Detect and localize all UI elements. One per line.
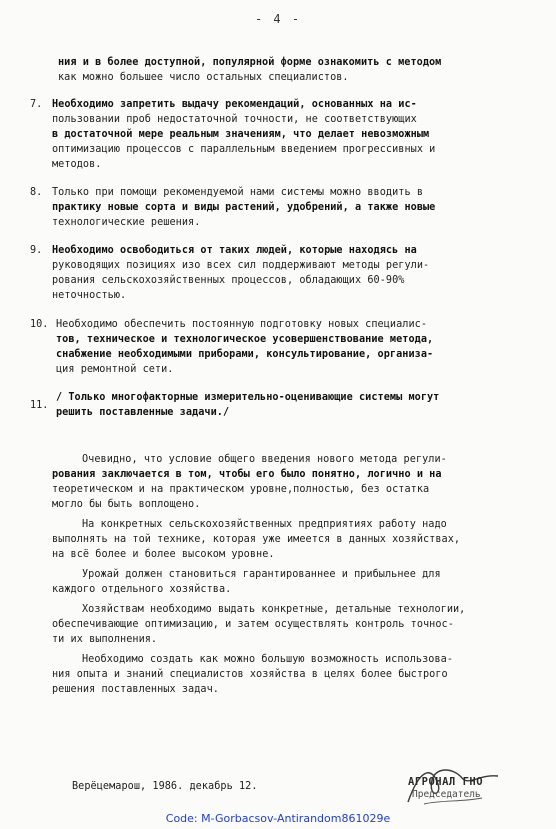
signature-block — [408, 776, 504, 808]
text-line: рования заключается в том, чтобы его было понятно, логично и на — [52, 469, 442, 480]
text-line: На конкретных сельскохозяйственных предприятиях работу надо — [82, 519, 447, 530]
text-line: / Только многофакторные измерительно-оценивающие системы могут — [56, 392, 440, 403]
text-line: Необходимо обеспечить постоянную подготовку новых специалис- — [56, 319, 428, 330]
text-line: Необходимо освободиться от таких людей, которые находясь на — [52, 245, 417, 256]
text-line: обеспечивающие оптимизацию, и затем осуществлять контроль точнос- — [52, 619, 454, 630]
text-line: Очевидно, что условие общего введения нового метода регули- — [82, 454, 447, 465]
text-line: руководящих позициях изо всех сил поддерживают методы регули- — [52, 260, 430, 271]
text-line: в достаточной мере реальным значениям, что делает невозможным — [52, 129, 430, 140]
item-number: 11. — [30, 400, 49, 411]
text-line: оптимизацию процессов с параллельным введением прогрессивных и — [52, 144, 436, 155]
text-line: неточностью. — [52, 290, 127, 301]
signature-title: Председатель — [412, 789, 481, 800]
text-line: практику новые сорта и виды растений, удобрений, а также новые — [52, 202, 436, 213]
page-number: - 4 - — [254, 12, 302, 26]
text-line: решения поставленных задач. — [52, 684, 219, 695]
text-line: технологические решения. — [52, 217, 201, 228]
text-line: Хозяйствам необходимо выдать конкретные, детальные технологии, — [82, 604, 466, 615]
text-line: выполнять на той технике, которая уже имеется в данных хозяйствах, — [52, 534, 461, 545]
text-line: ния опыта и знаний специалистов хозяйства в целях более быстрого — [52, 669, 448, 680]
item-number: 7. — [30, 99, 43, 110]
text-line: каждого отдельного хозяйства. — [52, 584, 232, 595]
footer-code: Code: M-Gorbacsov-Antirandom861029e — [165, 812, 391, 825]
signature-name: АГРОНАЛ ГНО — [408, 776, 484, 788]
text-line: пользовании проб недостаточной точности, не соответствующих — [52, 114, 417, 125]
text-line: ния и в более доступной, популярной форме ознакомить с методом — [58, 57, 442, 68]
item-number: 10. — [30, 319, 49, 330]
text-line: Необходимо запретить выдачу рекомендаций, основанных на ис- — [52, 99, 417, 110]
date-place: Верёцемарош, 1986. декабрь 12. — [72, 781, 258, 792]
text-line: Необходимо создать как можно большую возможность использова- — [82, 654, 454, 665]
text-line: могло бы быть воплощено. — [52, 499, 201, 510]
item-number: 8. — [30, 187, 43, 198]
text-line: ция ремонтной сети. — [56, 364, 174, 375]
text-line: на всё более и более высоком уровне. — [52, 549, 275, 560]
item-number: 9. — [30, 245, 43, 256]
text-line: Урожай должен становиться гарантированнее и прибыльнее для — [82, 569, 441, 580]
text-line: рования сельскохозяйственных процессов, обладающих 60-90% — [52, 275, 405, 286]
text-line: как можно большее число остальных специалистов. — [58, 72, 349, 83]
text-line: ти их выполнения. — [52, 634, 158, 645]
text-line: тов, техническое и технологическое усовершенствование метода, — [56, 334, 434, 345]
text-line: методов. — [52, 159, 102, 170]
text-line: теоретическом и на практическом уровне,полностью, без остатка — [52, 484, 430, 495]
text-line: снабжение необходимыми приборами, консультирование, организа- — [56, 349, 434, 360]
text-line: решить поставленные задачи./ — [56, 407, 230, 418]
text-line: Только при помощи рекомендуемой нами системы можно вводить в — [52, 187, 424, 198]
